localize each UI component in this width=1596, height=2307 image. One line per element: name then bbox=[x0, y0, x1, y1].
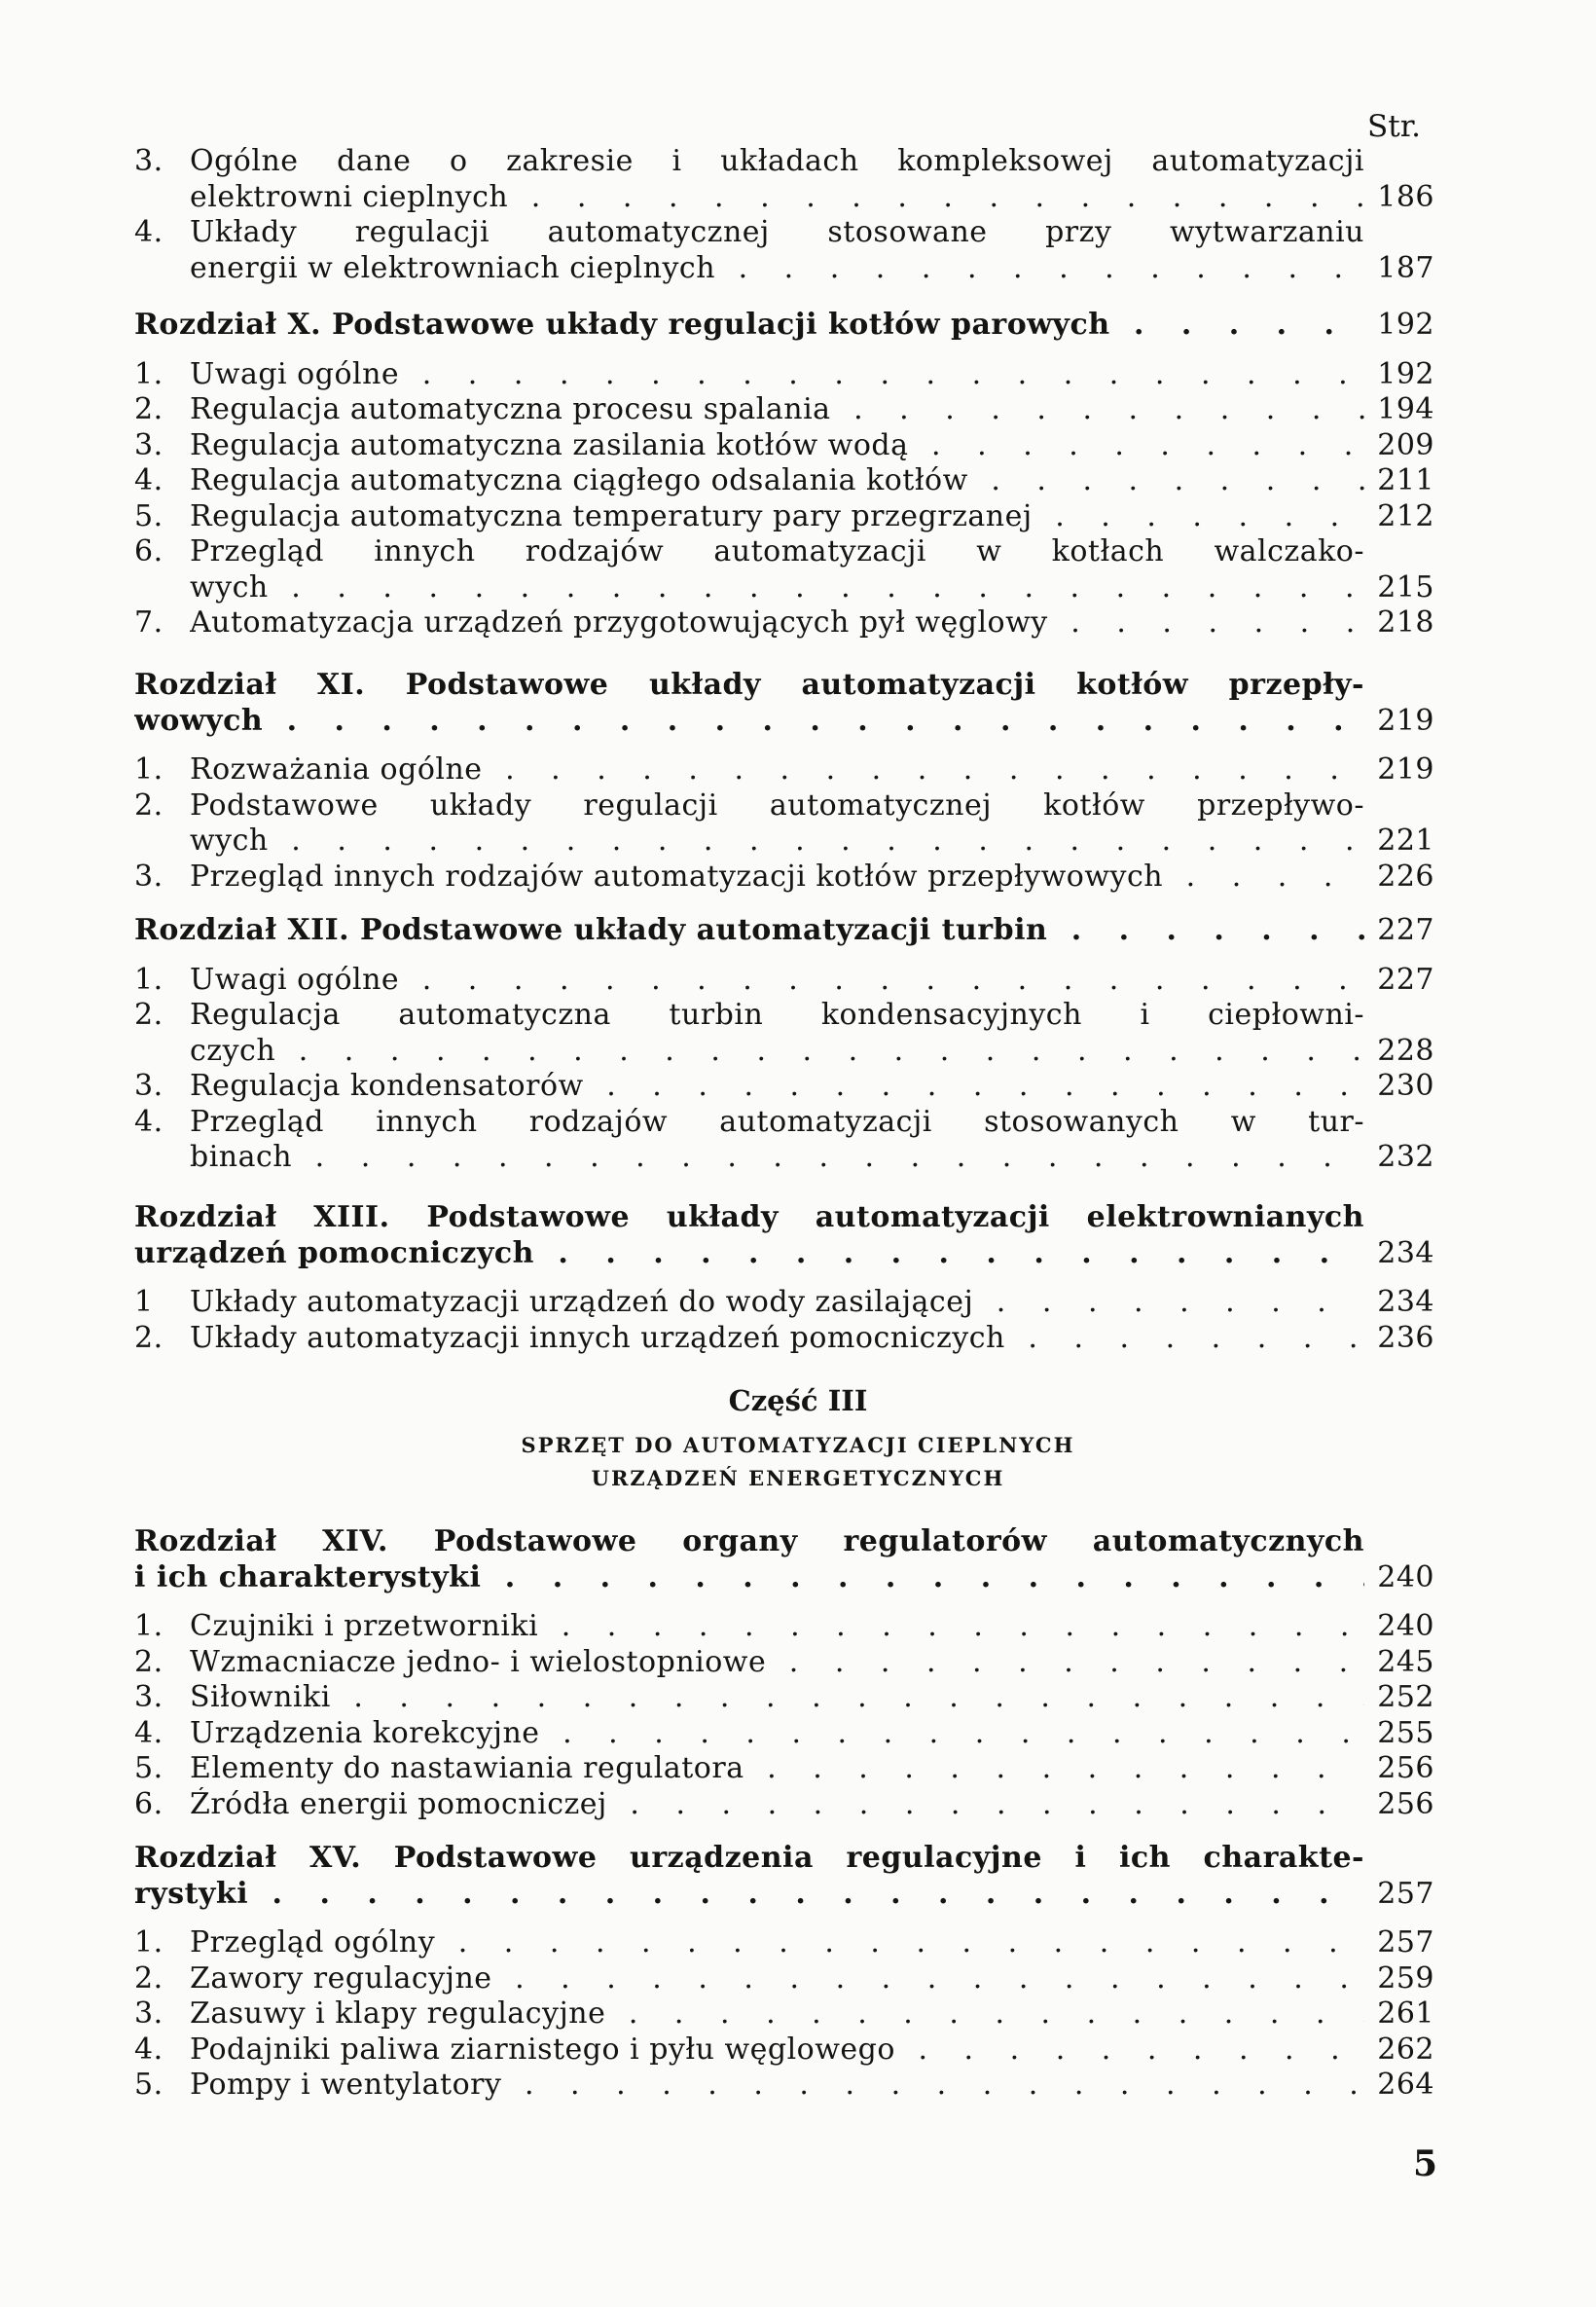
toc-entry-line[interactable] bbox=[134, 1609, 1434, 1645]
spacer bbox=[134, 1271, 1434, 1285]
chapter-page-number: 227 bbox=[1377, 913, 1434, 947]
spacer bbox=[134, 949, 1434, 963]
entry-number: 5. bbox=[134, 1751, 163, 1785]
entry-page-number: 230 bbox=[1377, 1069, 1434, 1103]
toc-entry-line[interactable] bbox=[134, 1140, 1434, 1176]
entry-page-number: 192 bbox=[1377, 356, 1434, 391]
entry-title: Elementy do nastawiania regulatora . . . bbox=[190, 1751, 1364, 1787]
chapter-page-number: 192 bbox=[1377, 308, 1434, 342]
toc-entry-line[interactable] bbox=[134, 428, 1434, 464]
chapter-title: Rozdział XII. Podstawowe układy automatyzacji turbin . . . bbox=[134, 913, 1364, 949]
toc-entry-line[interactable] bbox=[134, 251, 1434, 287]
entry-page-number: 215 bbox=[1377, 569, 1434, 604]
entry-title: Uwagi ogólne . . . bbox=[190, 357, 1364, 393]
spacer bbox=[134, 1595, 1434, 1609]
entry-title: wych . . . bbox=[190, 824, 1364, 860]
spacer bbox=[134, 344, 1434, 357]
toc-entry-line[interactable] bbox=[134, 499, 1434, 535]
spacer bbox=[134, 1912, 1434, 1925]
entry-title: Układy automatyzacji urządzeń do wody zasilającej . . . bbox=[190, 1285, 1364, 1321]
entry-title: Układy regulacji automatycznej stosowane przy wytwarzaniu bbox=[190, 215, 1364, 249]
entry-number: 6. bbox=[134, 1786, 163, 1821]
page-number: 5 bbox=[1413, 2143, 1438, 2184]
entry-title: Rozważania ogólne . . . bbox=[190, 752, 1364, 788]
chapter-page-number: 219 bbox=[1377, 703, 1434, 738]
chapter-title: urządzeń pomocniczych . . . bbox=[134, 1236, 1364, 1272]
entry-title: Zawory regulacyjne . . . bbox=[190, 1961, 1364, 1997]
chapter-heading-line[interactable] bbox=[134, 1877, 1434, 1913]
chapter-heading-line[interactable] bbox=[134, 668, 1434, 704]
entry-title: Podstawowe układy regulacji automatycznej kotłów przepływo- bbox=[190, 787, 1364, 823]
chapter-heading-line[interactable] bbox=[134, 1524, 1434, 1560]
entry-number: 3. bbox=[134, 427, 163, 462]
chapter-page-number: 234 bbox=[1377, 1235, 1434, 1270]
entry-page-number: 219 bbox=[1377, 752, 1434, 787]
entry-title: Przegląd innych rodzajów automatyzacji stosowanych w tur- bbox=[190, 1104, 1364, 1139]
entry-title: Układy automatyzacji innych urządzeń pomocniczych . . . bbox=[190, 1321, 1364, 1357]
entry-title: Regulacja automatyczna temperatury pary przegrzanej . . . bbox=[190, 499, 1364, 535]
entry-number: 1. bbox=[134, 1609, 163, 1643]
chapter-page-number: 257 bbox=[1377, 1876, 1434, 1911]
entry-title: Urządzenia korekcyjne . . . bbox=[190, 1716, 1364, 1752]
toc-chapter-xii bbox=[134, 913, 1434, 1176]
toc-entry-line[interactable] bbox=[134, 1285, 1434, 1321]
entry-page-number: 228 bbox=[1377, 1033, 1434, 1068]
entry-number: 1. bbox=[134, 962, 163, 997]
entry-title: Przegląd innych rodzajów automatyzacji w kotłach walczako- bbox=[190, 534, 1364, 568]
entry-title: Regulacja automatyczna ciągłego odsalania kotłów . . . bbox=[190, 463, 1364, 499]
entry-page-number: 240 bbox=[1377, 1609, 1434, 1643]
entry-page-number: 209 bbox=[1377, 427, 1434, 462]
chapter-heading-line[interactable] bbox=[134, 704, 1434, 740]
entry-title: Regulacja kondensatorów . . . bbox=[190, 1069, 1364, 1105]
entry-title: Zasuwy i klapy regulacyjne . . . bbox=[190, 1996, 1364, 2032]
entry-title: Przegląd ogólny . . . bbox=[190, 1925, 1364, 1961]
entry-page-number: 261 bbox=[1377, 1996, 1434, 2031]
toc-entry-line[interactable] bbox=[134, 1961, 1434, 1997]
entry-page-number: 218 bbox=[1377, 605, 1434, 640]
entry-title: Regulacja automatyczna zasilania kotłów wodą . . . bbox=[190, 428, 1364, 464]
chapter-heading-line[interactable] bbox=[134, 1236, 1434, 1272]
entry-page-number: 232 bbox=[1377, 1140, 1434, 1174]
entry-page-number: 227 bbox=[1377, 962, 1434, 997]
entry-page-number: 194 bbox=[1377, 392, 1434, 426]
entry-number: 2. bbox=[134, 1320, 163, 1355]
entry-number: 1. bbox=[134, 752, 163, 787]
entry-number: 4. bbox=[134, 1715, 163, 1750]
toc-entry-line[interactable] bbox=[134, 1716, 1434, 1752]
entry-number: 3. bbox=[134, 1996, 163, 2031]
entry-title: binach . . . bbox=[190, 1140, 1364, 1176]
toc-entry-line[interactable] bbox=[134, 144, 1434, 180]
chapter-title: Rozdział XIV. Podstawowe organy regulatorów automatycznych bbox=[134, 1524, 1364, 1558]
toc-entry-line[interactable] bbox=[134, 998, 1434, 1034]
chapter-title: i ich charakterystyki . . . bbox=[134, 1560, 1364, 1596]
toc-entry-line[interactable] bbox=[134, 215, 1434, 251]
entry-number: 4. bbox=[134, 1104, 163, 1139]
entry-page-number: 256 bbox=[1377, 1751, 1434, 1785]
entry-number: 5. bbox=[134, 498, 163, 533]
toc-entry-line[interactable] bbox=[134, 534, 1434, 570]
entry-number: 1 bbox=[134, 1285, 154, 1319]
toc-entry-line[interactable] bbox=[134, 605, 1434, 641]
entry-page-number: 264 bbox=[1377, 2068, 1434, 2102]
entry-number: 4. bbox=[134, 463, 163, 497]
entry-title: Wzmacniacze jedno- i wielostopniowe . . . bbox=[190, 1645, 1364, 1681]
entry-page-number: 245 bbox=[1377, 1644, 1434, 1679]
chapter-title: wowych . . . bbox=[134, 704, 1364, 740]
entry-page-number: 252 bbox=[1377, 1680, 1434, 1714]
entry-number: 2. bbox=[134, 392, 163, 426]
chapter-title: Rozdział XI. Podstawowe układy automatyzacji kotłów przepły- bbox=[134, 668, 1364, 702]
entry-page-number: 256 bbox=[1377, 1786, 1434, 1821]
entry-title: Czujniki i przetworniki . . . bbox=[190, 1609, 1364, 1645]
entry-title: elektrowni cieplnych . . . bbox=[190, 180, 1364, 216]
entry-number: 3. bbox=[134, 144, 163, 178]
toc-entry-line[interactable] bbox=[134, 1645, 1434, 1681]
entry-page-number: 236 bbox=[1377, 1320, 1434, 1355]
chapter-heading-line[interactable] bbox=[134, 308, 1434, 344]
entry-title: wych . . . bbox=[190, 570, 1364, 606]
chapter-heading-line[interactable] bbox=[134, 1200, 1434, 1236]
toc-entry-line[interactable] bbox=[134, 463, 1434, 499]
entry-page-number: 234 bbox=[1377, 1285, 1434, 1319]
toc-entry-line[interactable] bbox=[134, 2068, 1434, 2104]
entry-number: 6. bbox=[134, 534, 163, 568]
spacer bbox=[134, 739, 1434, 752]
toc-continuation bbox=[134, 144, 1434, 286]
entry-number: 2. bbox=[134, 1644, 163, 1679]
entry-number: 2. bbox=[134, 787, 163, 823]
toc-entry-line[interactable] bbox=[134, 860, 1434, 896]
entry-title: Pompy i wentylatory . . . bbox=[190, 2068, 1364, 2104]
entry-number: 2. bbox=[134, 1960, 163, 1996]
toc-entry-line[interactable] bbox=[134, 1925, 1434, 1961]
chapter-heading-line[interactable] bbox=[134, 913, 1434, 949]
entry-number: 2. bbox=[134, 998, 163, 1032]
part-subtitle-line2: URZĄDZEŃ ENERGETYCZNYCH bbox=[591, 1466, 1005, 1490]
entry-number: 5. bbox=[134, 2068, 163, 2102]
toc-entry-line[interactable] bbox=[134, 1787, 1434, 1823]
entry-title: energii w elektrowniach cieplnych . . . bbox=[190, 251, 1364, 287]
chapter-title: rystyki . . . bbox=[134, 1877, 1364, 1913]
toc-entry-line[interactable] bbox=[134, 1680, 1434, 1716]
toc-chapter-xiii bbox=[134, 1200, 1434, 1356]
entry-page-number: 221 bbox=[1377, 824, 1434, 858]
entry-page-number: 186 bbox=[1377, 179, 1434, 214]
toc-entry-line[interactable] bbox=[134, 788, 1434, 824]
entry-title: Przegląd innych rodzajów automatyzacji kotłów przepływowych . . . bbox=[190, 860, 1364, 896]
entry-page-number: 257 bbox=[1377, 1925, 1434, 1959]
entry-title: Ogólne dane o zakresie i układach kompleksowej automatyzacji bbox=[190, 144, 1364, 178]
entry-page-number: 255 bbox=[1377, 1715, 1434, 1750]
entry-title: Regulacja automatyczna procesu spalania . . . bbox=[190, 392, 1364, 428]
entry-title: Siłowniki . . . bbox=[190, 1680, 1364, 1716]
toc-entry-line[interactable] bbox=[134, 824, 1434, 860]
entry-title: czych . . . bbox=[190, 1034, 1364, 1070]
entry-number: 4. bbox=[134, 2032, 163, 2067]
toc-chapter-x bbox=[134, 308, 1434, 641]
chapter-heading-line[interactable] bbox=[134, 1560, 1434, 1596]
toc-entry-line[interactable] bbox=[134, 1321, 1434, 1357]
chapter-title: Rozdział XIII. Podstawowe układy automatyzacji elektrownianych bbox=[134, 1200, 1364, 1234]
toc-entry-line[interactable] bbox=[134, 2032, 1434, 2069]
toc-entry-line[interactable] bbox=[134, 752, 1434, 788]
chapter-title: Rozdział XV. Podstawowe urządzenia regulacyjne i ich charakte- bbox=[134, 1841, 1364, 1875]
entry-title: Podajniki paliwa ziarnistego i pyłu węglowego . . . bbox=[190, 2032, 1364, 2069]
toc-entry-line[interactable] bbox=[134, 1996, 1434, 2032]
entry-title: Automatyzacja urządzeń przygotowujących pył węglowy . . . bbox=[190, 605, 1364, 641]
entry-page-number: 262 bbox=[1377, 2032, 1434, 2067]
toc-entry-line[interactable] bbox=[134, 392, 1434, 428]
entry-title: Regulacja automatyczna turbin kondensacyjnych i ciepłowni- bbox=[190, 998, 1364, 1032]
part-title: Część III bbox=[728, 1384, 868, 1417]
entry-title: Źródła energii pomocniczej . . . bbox=[190, 1787, 1364, 1823]
toc-entry-line[interactable] bbox=[134, 357, 1434, 393]
entry-page-number: 187 bbox=[1377, 250, 1434, 285]
toc-entry-line[interactable] bbox=[134, 1034, 1434, 1070]
entry-page-number: 259 bbox=[1377, 1960, 1434, 1996]
page-column-label: Str. bbox=[1367, 109, 1421, 144]
entry-number: 7. bbox=[134, 605, 163, 640]
entry-page-number: 212 bbox=[1377, 498, 1434, 533]
entry-page-number: 226 bbox=[1377, 859, 1434, 894]
part-subtitle-line1: SPRZĘT DO AUTOMATYZACJI CIEPLNYCH bbox=[521, 1433, 1075, 1457]
chapter-page-number: 240 bbox=[1377, 1559, 1434, 1594]
entry-number: 3. bbox=[134, 859, 163, 894]
chapter-heading-line[interactable] bbox=[134, 1841, 1434, 1877]
entry-number: 1. bbox=[134, 356, 163, 391]
toc-entry-line[interactable] bbox=[134, 1105, 1434, 1141]
toc-entry-line[interactable] bbox=[134, 1069, 1434, 1105]
toc-entry-line[interactable] bbox=[134, 180, 1434, 216]
toc-chapter-xv bbox=[134, 1841, 1434, 2104]
toc-entry-line[interactable] bbox=[134, 570, 1434, 606]
entry-number: 3. bbox=[134, 1069, 163, 1103]
toc-chapter-xi bbox=[134, 668, 1434, 895]
entry-number: 1. bbox=[134, 1925, 163, 1959]
toc-chapter-xiv bbox=[134, 1524, 1434, 1822]
toc-entry-line[interactable] bbox=[134, 963, 1434, 999]
entry-title: Uwagi ogólne . . . bbox=[190, 963, 1364, 999]
entry-page-number: 211 bbox=[1377, 463, 1434, 497]
entry-number: 3. bbox=[134, 1680, 163, 1714]
entry-number: 4. bbox=[134, 215, 163, 249]
chapter-title: Rozdział X. Podstawowe układy regulacji kotłów parowych . . . bbox=[134, 308, 1364, 344]
toc-entry-line[interactable] bbox=[134, 1751, 1434, 1787]
